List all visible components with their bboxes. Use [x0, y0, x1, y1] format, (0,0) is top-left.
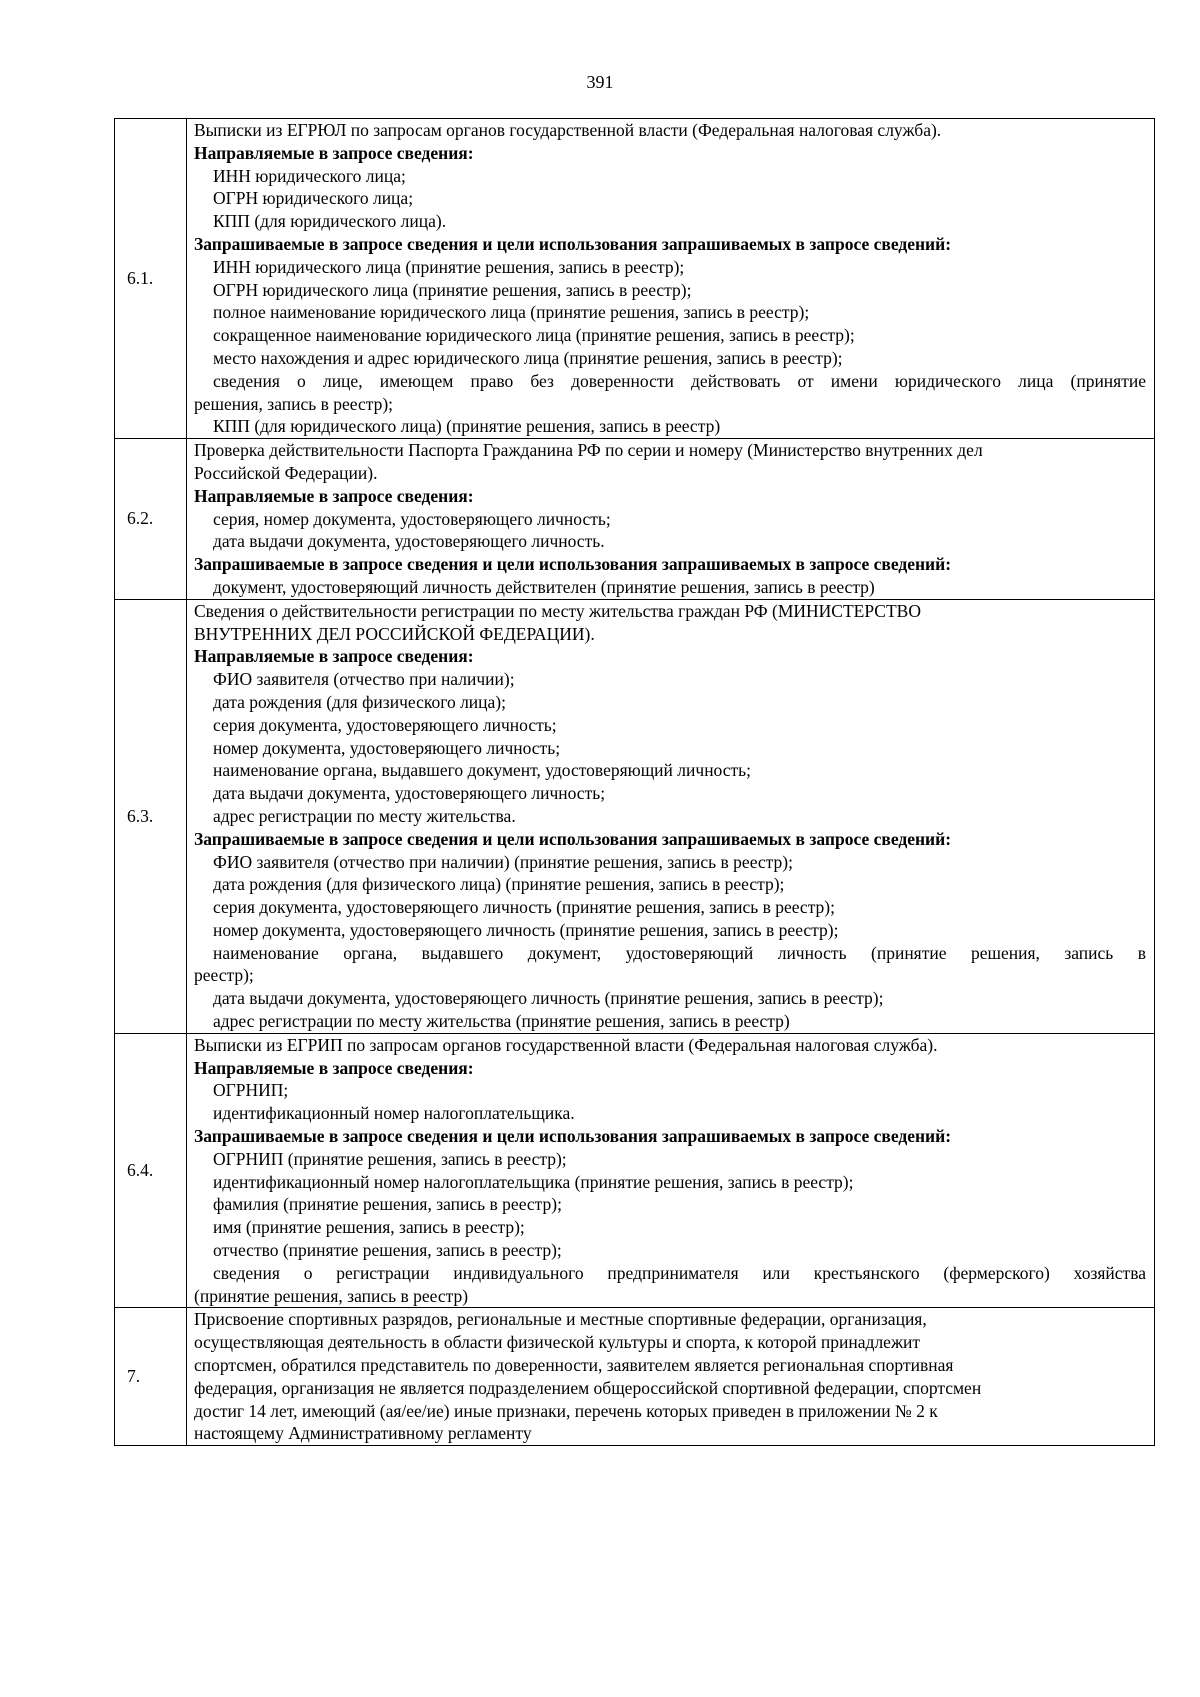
requested-data-heading: Запрашиваемые в запросе сведения и цели использования запрашиваемых в запросе сведений: [194, 554, 952, 575]
list-item-continuation: реестр); [194, 965, 254, 986]
row-heading: Сведения о действительности регистрации по месту жительства граждан РФ (МИНИСТЕРСТВО [194, 600, 921, 621]
list-item: дата выдачи документа, удостоверяющего личность. [213, 531, 605, 552]
list-item: КПП (для юридического лица). [213, 211, 447, 232]
paragraph-line: Присвоение спортивных разрядов, региональные и местные спортивные федерации, организация, [194, 1309, 927, 1330]
row-heading: Проверка действительности Паспорта Гражданина РФ по серии и номеру (Министерство внутренних дел [194, 440, 983, 461]
table-row [115, 439, 1155, 600]
row-heading: Выписки из ЕГРИП по запросам органов государственной власти (Федеральная налоговая служба). [194, 1034, 938, 1055]
list-item-continuation: (принятие решения, запись в реестр) [194, 1285, 469, 1306]
sent-data-heading: Направляемые в запросе сведения: [194, 1057, 474, 1078]
list-item: идентификационный номер налогоплательщика. [213, 1103, 575, 1124]
sent-data-heading: Направляемые в запросе сведения: [194, 485, 474, 506]
list-item: КПП (для юридического лица) (принятие решения, запись в реестр) [213, 416, 721, 437]
row-content [187, 1033, 1155, 1308]
list-item: дата рождения (для физического лица) (принятие решения, запись в реестр); [213, 874, 785, 895]
row-content [187, 599, 1155, 1033]
list-item: фамилия (принятие решения, запись в реестр); [213, 1194, 562, 1215]
list-item: ОГРН юридического лица; [213, 188, 414, 209]
list-item: ИНН юридического лица; [213, 165, 406, 186]
list-item: ФИО заявителя (отчество при наличии) (принятие решения, запись в реестр); [213, 851, 793, 872]
list-item: адрес регистрации по месту жительства (принятие решения, запись в реестр) [213, 1011, 790, 1032]
list-item: ОГРН юридического лица (принятие решения, запись в реестр); [213, 279, 692, 300]
list-item: ОГРНИП; [213, 1080, 289, 1101]
list-item: серия документа, удостоверяющего личность (принятие решения, запись в реестр); [213, 897, 836, 918]
requested-data-heading: Запрашиваемые в запросе сведения и цели использования запрашиваемых в запросе сведений: [194, 828, 952, 849]
list-item: адрес регистрации по месту жительства. [213, 805, 516, 826]
paragraph-line: достиг 14 лет, имеющий (ая/ее/ие) иные признаки, перечень которых приведен в приложении № 2 к [194, 1400, 938, 1421]
list-item: документ, удостоверяющий личность действителен (принятие решения, запись в реестр) [213, 576, 875, 597]
row-number: 7. [115, 1308, 187, 1446]
table-row [115, 1033, 1155, 1308]
list-item: серия документа, удостоверяющего личность; [213, 714, 557, 735]
list-item: ФИО заявителя (отчество при наличии); [213, 669, 515, 690]
list-item: наименование органа, выдавшего документ, удостоверяющий личность (принятие решения, запись в [213, 942, 1146, 963]
list-item: место нахождения и адрес юридического лица (принятие решения, запись в реестр); [213, 347, 843, 368]
page-number: 391 [586, 72, 614, 92]
row-heading: Выписки из ЕГРЮЛ по запросам органов государственной власти (Федеральная налоговая служба). [194, 120, 942, 140]
row-number: 6.4. [115, 1033, 187, 1308]
sent-data-heading: Направляемые в запросе сведения: [194, 142, 474, 163]
requested-data-heading: Запрашиваемые в запросе сведения и цели использования запрашиваемых в запросе сведений: [194, 233, 952, 254]
list-item: номер документа, удостоверяющего личность; [213, 737, 561, 758]
table-row [115, 119, 1155, 439]
table-row [115, 1308, 1155, 1446]
list-item-continuation: решения, запись в реестр); [194, 393, 394, 414]
paragraph-line: спортсмен, обратился представитель по доверенности, заявителем является региональная спортивная [194, 1355, 954, 1376]
list-item: номер документа, удостоверяющего личность (принятие решения, запись в реестр); [213, 919, 839, 940]
row-number: 6.1. [115, 119, 187, 439]
list-item: дата рождения (для физического лица); [213, 691, 506, 712]
list-item: имя (принятие решения, запись в реестр); [213, 1217, 525, 1238]
row-heading-continuation: ВНУТРЕННИХ ДЕЛ РОССИЙСКОЙ ФЕДЕРАЦИИ). [194, 623, 595, 644]
list-item: дата выдачи документа, удостоверяющего личность (принятие решения, запись в реестр); [213, 988, 884, 1009]
list-item: сведения о лице, имеющем право без доверенности действовать от имени юридического лица (принятие [213, 370, 1146, 391]
list-item: дата выдачи документа, удостоверяющего личность; [213, 783, 606, 804]
paragraph-line: федерация, организация не является подразделением общероссийской спортивной федерации, спортсмен [194, 1377, 982, 1398]
sent-data-heading: Направляемые в запросе сведения: [194, 646, 474, 667]
list-item: отчество (принятие решения, запись в реестр); [213, 1240, 562, 1261]
list-item: наименование органа, выдавшего документ, удостоверяющий личность; [213, 760, 751, 781]
list-item: ОГРНИП (принятие решения, запись в реестр); [213, 1148, 567, 1169]
list-item: сокращенное наименование юридического лица (принятие решения, запись в реестр); [213, 325, 855, 346]
paragraph-line: настоящему Административному регламенту [194, 1423, 532, 1444]
list-item: идентификационный номер налогоплательщика (принятие решения, запись в реестр); [213, 1171, 854, 1192]
list-item: ИНН юридического лица (принятие решения, запись в реестр); [213, 256, 685, 277]
row-number: 6.3. [115, 599, 187, 1033]
requested-data-heading: Запрашиваемые в запросе сведения и цели использования запрашиваемых в запросе сведений: [194, 1126, 952, 1147]
paragraph-line: осуществляющая деятельность в области физической культуры и спорта, к которой принадлежит [194, 1332, 921, 1353]
row-number: 6.2. [115, 439, 187, 600]
row-content [187, 439, 1155, 600]
row-content [187, 119, 1155, 439]
list-item: серия, номер документа, удостоверяющего личность; [213, 508, 611, 529]
list-item: полное наименование юридического лица (принятие решения, запись в реестр); [213, 302, 810, 323]
table-row [115, 599, 1155, 1033]
row-content [187, 1308, 1155, 1446]
row-heading-continuation: Российской Федерации). [194, 462, 378, 483]
list-item: сведения о регистрации индивидуального предпринимателя или крестьянского (фермерского) хозяйства [213, 1262, 1146, 1283]
services-table [114, 118, 1155, 1446]
